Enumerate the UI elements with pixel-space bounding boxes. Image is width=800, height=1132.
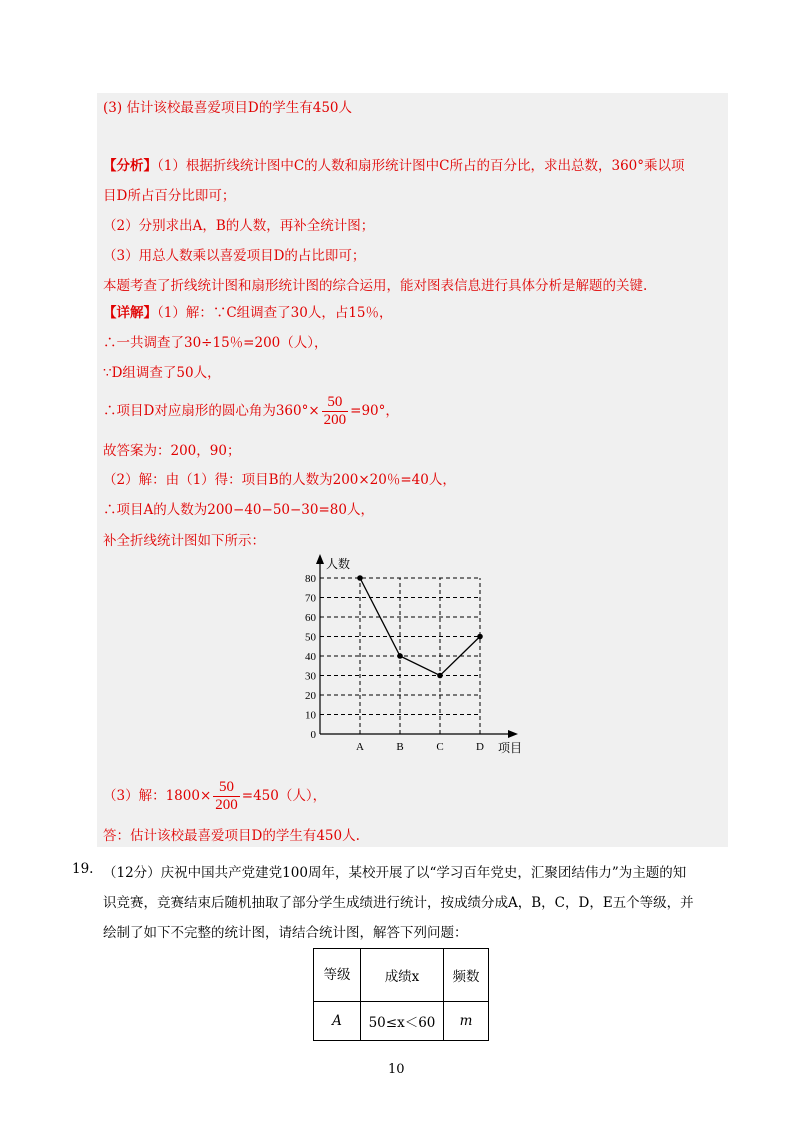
- x-tick-label: D: [476, 741, 484, 753]
- y-tick-label: 50: [305, 631, 316, 644]
- detail-4-prefix: ∴项目D对应扇形的圆心角为360°×: [103, 403, 320, 419]
- table-cell: 50≤x＜60: [361, 1002, 444, 1041]
- analysis-text-2: （2）分别求出A，B的人数，再补全统计图；: [103, 218, 375, 234]
- detail-text-1: （1）解：∵C组调查了30人，占15％，: [157, 305, 393, 321]
- table-header-row: [314, 949, 489, 1002]
- y-tick-label: 20: [305, 690, 316, 702]
- table-header-cell: 频数: [444, 949, 489, 1002]
- y-tick-label: 70: [305, 592, 316, 605]
- data-point: [477, 634, 483, 640]
- x-axis-arrow: [508, 730, 518, 738]
- detail-line-4: [103, 393, 399, 429]
- x-tick-label: B: [396, 741, 404, 753]
- question-line-1: （12分）庆祝中国共产党建党100周年，某校开展了以“学习百年党史，汇聚团结伟力”为主题的知: [103, 865, 687, 881]
- question-number: 19.: [72, 861, 94, 877]
- detail-text-8: 补全折线统计图如下所示：: [103, 533, 265, 549]
- detail-label: 【详解】: [103, 305, 157, 321]
- analysis-text-1b: 目D所占百分比即可；: [103, 188, 236, 204]
- y-tick-label: 60: [305, 612, 316, 624]
- table-header-cell: 等级: [314, 949, 361, 1002]
- x-axis-title: 项目: [498, 741, 523, 755]
- fraction-50-200-b: [213, 779, 240, 814]
- data-point: [357, 575, 363, 581]
- detail-line-1: [103, 303, 393, 323]
- fraction-50-200: [322, 394, 349, 429]
- table-cell: A: [314, 1002, 361, 1041]
- detail-text-3: ∵D组调查了50人，: [103, 365, 221, 381]
- y-tick-label: 80: [305, 573, 316, 585]
- y-tick-label: 40: [305, 651, 316, 663]
- analysis-line-1: [103, 156, 685, 176]
- detail-text-5: 故答案为：200，90；: [103, 443, 241, 459]
- question-line-3: 绘制了如下不完整的统计图，请结合统计图，解答下列问题：: [103, 925, 468, 941]
- fraction-numerator: 50: [322, 394, 349, 412]
- fraction-denominator: 200: [215, 797, 238, 813]
- detail-text-6: （2）解：由（1）得：项目B的人数为200×20％=40人，: [103, 472, 456, 488]
- detail-text-10: 答：估计该校最喜爱项目D的学生有450人.: [103, 828, 360, 844]
- analysis-label: 【分析】: [103, 158, 157, 174]
- y-tick-label: 30: [305, 670, 316, 683]
- table-row: [314, 1002, 489, 1041]
- detail-9-prefix: （3）解：1800×: [103, 788, 212, 804]
- table-header-cell: 成绩x: [361, 949, 444, 1002]
- x-tick-label: C: [436, 741, 444, 753]
- analysis-note: 本题考查了折线统计图和扇形统计图的综合运用，能对图表信息进行具体分析是解题的关键.: [103, 278, 648, 294]
- series-line: [360, 578, 480, 676]
- y-axis-title: 人数: [326, 557, 351, 571]
- x-tick-label: A: [356, 741, 364, 753]
- y-axis-arrow: [316, 554, 324, 564]
- fraction-numerator: 50: [213, 779, 240, 797]
- data-point: [397, 653, 403, 659]
- page-number: 10: [388, 1062, 405, 1077]
- y-tick-label: 0: [310, 729, 316, 741]
- analysis-text-3: （3）用总人数乘以喜爱项目D的占比即可；: [103, 248, 366, 264]
- detail-9-suffix: =450（人），: [241, 788, 327, 804]
- question-line-2: 识竞赛，竞赛结束后随机抽取了部分学生成绩进行统计，按成绩分成A，B，C，D，E五个等级，并: [103, 895, 694, 911]
- line-chart: [290, 552, 530, 762]
- detail-line-9: [103, 778, 326, 814]
- detail-text-7: ∴项目A的人数为200−40−50−30=80人，: [103, 502, 374, 518]
- grade-table: [313, 948, 489, 1041]
- y-tick-label: 10: [305, 709, 316, 722]
- detail-4-suffix: =90°，: [350, 403, 399, 419]
- analysis-text-1a: （1）根据折线统计图中C的人数和扇形统计图中C所占的百分比，求出总数，360°乘以项: [157, 158, 685, 174]
- fraction-denominator: 200: [323, 412, 347, 428]
- detail-text-2: ∴一共调查了30÷15％=200（人），: [103, 335, 328, 351]
- data-point: [437, 673, 443, 679]
- table-cell: m: [444, 1002, 489, 1041]
- part3-conclusion: (3) 估计该校最喜爱项目D的学生有450人: [103, 100, 353, 116]
